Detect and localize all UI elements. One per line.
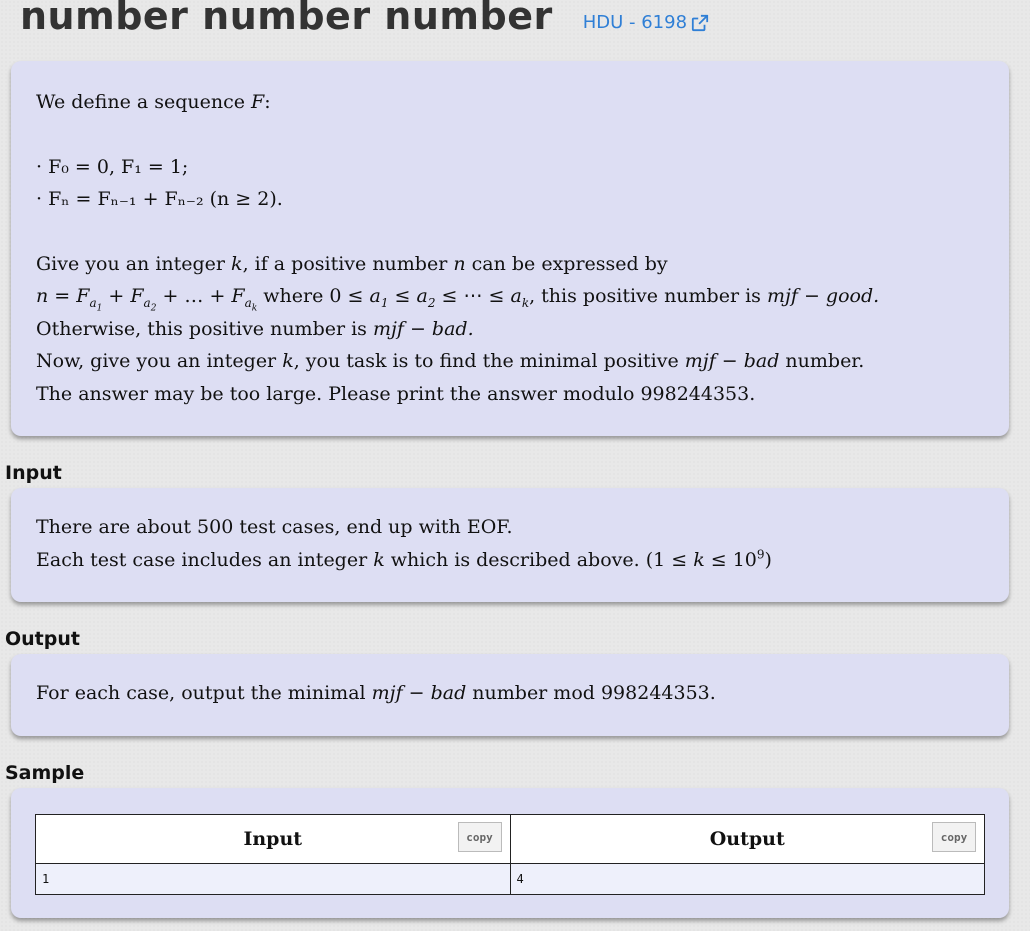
title-row xyxy=(20,0,709,40)
output-heading: Output xyxy=(5,628,80,650)
output-line: For each case, output the minimal mjf − bad number mod 998244353. xyxy=(36,682,716,704)
desc-line-sequence: We define a sequence F: xyxy=(36,91,271,113)
sample-output-cell[interactable]: 4 xyxy=(510,864,985,895)
sample-card xyxy=(11,788,1009,918)
desc-para-integer: Give you an integer k, if a positive number n can be expressed by xyxy=(36,252,668,275)
input-card xyxy=(11,488,1009,602)
output-body xyxy=(11,654,1009,710)
input-line-cases: There are about 500 test cases, end up with EOF. xyxy=(36,516,513,538)
copy-output-button[interactable]: copy xyxy=(932,822,976,852)
sum-expression: $n = F_{a_1} + F_{a_2}$ + … + $F_{a_k}$ xyxy=(36,285,258,314)
sample-table xyxy=(35,814,985,895)
description-body xyxy=(11,61,1009,410)
desc-bullet-base: · F₀ = 0, F₁ = 1; xyxy=(36,155,189,178)
desc-task: Now, give you an integer k, you task is to find the minimal positive mjf − bad number. xyxy=(36,350,865,372)
sample-data-row xyxy=(36,864,985,895)
copy-input-button[interactable]: copy xyxy=(458,822,502,852)
sample-heading: Sample xyxy=(5,762,85,784)
desc-bullet-recurrence: · Fₙ = Fₙ₋₁ + Fₙ₋₂ (n ≥ 2). xyxy=(36,188,283,210)
external-link-icon xyxy=(691,14,709,32)
output-card xyxy=(11,654,1009,736)
source-link-label: HDU - 6198 xyxy=(582,12,688,33)
desc-expression-line: $n = F_{a_1} + F_{a_2}$ + … + $F_{a_k}$ where $0 \le a_1 \le a_2$ ≤ ⋯ ≤ $a_k$, this positive number is mjf − good. xyxy=(36,285,880,314)
input-heading: Input xyxy=(5,462,62,484)
sample-input-header: Input copy xyxy=(36,815,511,864)
sample-input-cell[interactable]: 1 xyxy=(36,864,511,895)
inequality-expression: $0 \le a_1 \le a_2$ ≤ ⋯ ≤ $a_k$ xyxy=(329,285,530,310)
description-card xyxy=(11,61,1009,436)
source-link[interactable] xyxy=(583,12,709,33)
input-body xyxy=(11,488,1009,576)
sample-header-row xyxy=(36,815,985,864)
desc-otherwise: Otherwise, this positive number is mjf − bad. xyxy=(36,317,474,340)
page-title: number number number xyxy=(20,0,553,38)
input-line-constraint: Each test case includes an integer k which is described above. $(1 \le k \le 10^9)$ xyxy=(36,547,772,571)
sample-output-header: Output copy xyxy=(510,815,985,864)
desc-modulo: The answer may be too large. Please print the answer modulo 998244353. xyxy=(36,382,756,405)
